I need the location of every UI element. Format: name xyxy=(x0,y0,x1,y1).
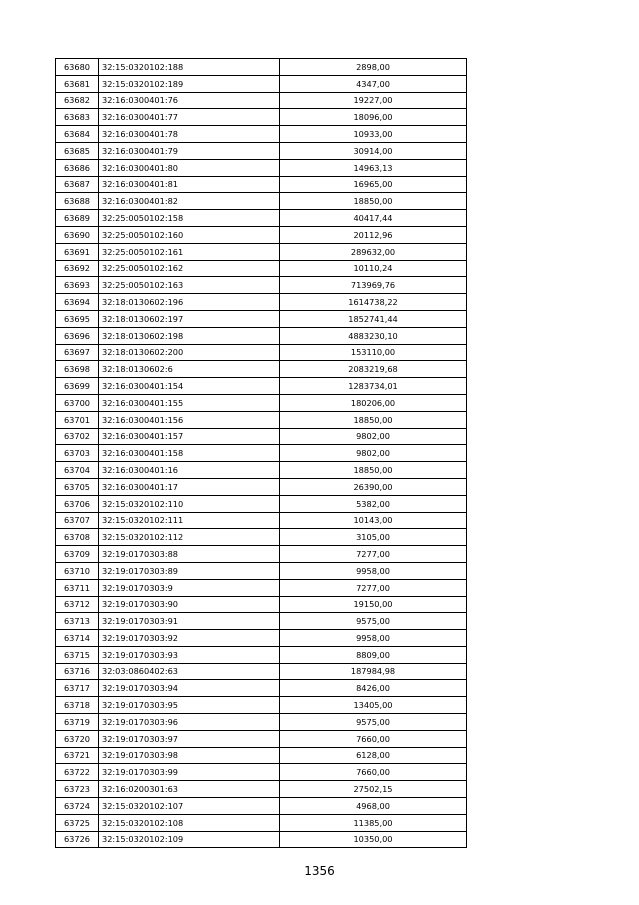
cadastral-number-cell: 32:18:0130602:200 xyxy=(99,344,280,361)
value-cell: 10110,24 xyxy=(280,260,467,277)
row-number-cell: 63706 xyxy=(56,495,99,512)
value-cell: 1852741,44 xyxy=(280,310,467,327)
cadastral-number-cell: 32:16:0300401:157 xyxy=(99,428,280,445)
table-row xyxy=(56,411,467,428)
table-row xyxy=(56,378,467,395)
row-number-cell: 63717 xyxy=(56,680,99,697)
cadastral-number-cell: 32:15:0320102:111 xyxy=(99,512,280,529)
row-number-cell: 63707 xyxy=(56,512,99,529)
table-row xyxy=(56,75,467,92)
cadastral-number-cell: 32:16:0300401:78 xyxy=(99,126,280,143)
row-number-cell: 63695 xyxy=(56,310,99,327)
table-row xyxy=(56,680,467,697)
value-cell: 7277,00 xyxy=(280,546,467,563)
cadastral-number-cell: 32:16:0300401:156 xyxy=(99,411,280,428)
cadastral-number-cell: 32:03:0860402:63 xyxy=(99,663,280,680)
cadastral-number-cell: 32:15:0320102:110 xyxy=(99,495,280,512)
cadastral-number-cell: 32:19:0170303:90 xyxy=(99,596,280,613)
row-number-cell: 63685 xyxy=(56,142,99,159)
value-cell: 8426,00 xyxy=(280,680,467,697)
cadastral-number-cell: 32:25:0050102:162 xyxy=(99,260,280,277)
cadastral-number-cell: 32:25:0050102:160 xyxy=(99,226,280,243)
value-cell: 26390,00 xyxy=(280,478,467,495)
value-cell: 18850,00 xyxy=(280,411,467,428)
table-row xyxy=(56,277,467,294)
cadastral-number-cell: 32:25:0050102:158 xyxy=(99,210,280,227)
value-cell: 10350,00 xyxy=(280,831,467,848)
value-cell: 9958,00 xyxy=(280,630,467,647)
value-cell: 9958,00 xyxy=(280,562,467,579)
value-cell: 9575,00 xyxy=(280,613,467,630)
table-row xyxy=(56,109,467,126)
table-body xyxy=(56,59,467,848)
value-cell: 19150,00 xyxy=(280,596,467,613)
cadastral-number-cell: 32:15:0320102:189 xyxy=(99,75,280,92)
table-row xyxy=(56,310,467,327)
value-cell: 3105,00 xyxy=(280,529,467,546)
value-cell: 180206,00 xyxy=(280,394,467,411)
value-cell: 18850,00 xyxy=(280,462,467,479)
cadastral-number-cell: 32:16:0300401:155 xyxy=(99,394,280,411)
cadastral-value-table xyxy=(55,58,467,848)
table-row xyxy=(56,176,467,193)
value-cell: 1614738,22 xyxy=(280,294,467,311)
cadastral-number-cell: 32:19:0170303:91 xyxy=(99,613,280,630)
row-number-cell: 63696 xyxy=(56,327,99,344)
table-row xyxy=(56,428,467,445)
cadastral-number-cell: 32:15:0320102:188 xyxy=(99,59,280,76)
cadastral-number-cell: 32:15:0320102:108 xyxy=(99,814,280,831)
value-cell: 8809,00 xyxy=(280,646,467,663)
cadastral-number-cell: 32:25:0050102:163 xyxy=(99,277,280,294)
value-cell: 14963,13 xyxy=(280,159,467,176)
cadastral-number-cell: 32:19:0170303:94 xyxy=(99,680,280,697)
cadastral-number-cell: 32:15:0320102:107 xyxy=(99,798,280,815)
row-number-cell: 63704 xyxy=(56,462,99,479)
row-number-cell: 63720 xyxy=(56,730,99,747)
table-row xyxy=(56,226,467,243)
cadastral-number-cell: 32:16:0300401:81 xyxy=(99,176,280,193)
row-number-cell: 63713 xyxy=(56,613,99,630)
row-number-cell: 63703 xyxy=(56,445,99,462)
cadastral-number-cell: 32:16:0300401:80 xyxy=(99,159,280,176)
value-cell: 7277,00 xyxy=(280,579,467,596)
cadastral-number-cell: 32:16:0300401:77 xyxy=(99,109,280,126)
cadastral-number-cell: 32:19:0170303:96 xyxy=(99,714,280,731)
table-row xyxy=(56,730,467,747)
table-row xyxy=(56,814,467,831)
table-row xyxy=(56,126,467,143)
cadastral-number-cell: 32:16:0200301:63 xyxy=(99,781,280,798)
row-number-cell: 63711 xyxy=(56,579,99,596)
table-row xyxy=(56,495,467,512)
cadastral-number-cell: 32:15:0320102:109 xyxy=(99,831,280,848)
table-row xyxy=(56,512,467,529)
row-number-cell: 63714 xyxy=(56,630,99,647)
row-number-cell: 63688 xyxy=(56,193,99,210)
table-row xyxy=(56,596,467,613)
value-cell: 289632,00 xyxy=(280,243,467,260)
table-row xyxy=(56,714,467,731)
row-number-cell: 63691 xyxy=(56,243,99,260)
row-number-cell: 63725 xyxy=(56,814,99,831)
cadastral-number-cell: 32:19:0170303:98 xyxy=(99,747,280,764)
row-number-cell: 63716 xyxy=(56,663,99,680)
cadastral-number-cell: 32:16:0300401:158 xyxy=(99,445,280,462)
table-row xyxy=(56,344,467,361)
cadastral-number-cell: 32:16:0300401:154 xyxy=(99,378,280,395)
value-cell: 1283734,01 xyxy=(280,378,467,395)
table-row xyxy=(56,462,467,479)
value-cell: 6128,00 xyxy=(280,747,467,764)
value-cell: 11385,00 xyxy=(280,814,467,831)
cadastral-number-cell: 32:19:0170303:93 xyxy=(99,646,280,663)
value-cell: 7660,00 xyxy=(280,730,467,747)
value-cell: 4347,00 xyxy=(280,75,467,92)
row-number-cell: 63701 xyxy=(56,411,99,428)
table-row xyxy=(56,59,467,76)
row-number-cell: 63699 xyxy=(56,378,99,395)
cadastral-number-cell: 32:18:0130602:197 xyxy=(99,310,280,327)
row-number-cell: 63702 xyxy=(56,428,99,445)
cadastral-number-cell: 32:19:0170303:97 xyxy=(99,730,280,747)
table-row xyxy=(56,663,467,680)
table-row xyxy=(56,529,467,546)
value-cell: 153110,00 xyxy=(280,344,467,361)
value-cell: 30914,00 xyxy=(280,142,467,159)
row-number-cell: 63698 xyxy=(56,361,99,378)
row-number-cell: 63726 xyxy=(56,831,99,848)
value-cell: 9575,00 xyxy=(280,714,467,731)
value-cell: 18850,00 xyxy=(280,193,467,210)
row-number-cell: 63693 xyxy=(56,277,99,294)
table-row xyxy=(56,747,467,764)
table-row xyxy=(56,445,467,462)
value-cell: 40417,44 xyxy=(280,210,467,227)
value-cell: 9802,00 xyxy=(280,445,467,462)
row-number-cell: 63722 xyxy=(56,764,99,781)
table-row xyxy=(56,294,467,311)
cadastral-number-cell: 32:15:0320102:112 xyxy=(99,529,280,546)
table-row xyxy=(56,764,467,781)
table-row xyxy=(56,92,467,109)
row-number-cell: 63709 xyxy=(56,546,99,563)
table-row xyxy=(56,260,467,277)
cadastral-number-cell: 32:16:0300401:17 xyxy=(99,478,280,495)
table-row xyxy=(56,697,467,714)
row-number-cell: 63719 xyxy=(56,714,99,731)
cadastral-number-cell: 32:19:0170303:92 xyxy=(99,630,280,647)
row-number-cell: 63700 xyxy=(56,394,99,411)
row-number-cell: 63682 xyxy=(56,92,99,109)
value-cell: 9802,00 xyxy=(280,428,467,445)
table-row xyxy=(56,327,467,344)
cadastral-number-cell: 32:16:0300401:76 xyxy=(99,92,280,109)
row-number-cell: 63686 xyxy=(56,159,99,176)
row-number-cell: 63710 xyxy=(56,562,99,579)
table-row xyxy=(56,562,467,579)
table-row xyxy=(56,613,467,630)
row-number-cell: 63712 xyxy=(56,596,99,613)
cadastral-number-cell: 32:18:0130602:6 xyxy=(99,361,280,378)
row-number-cell: 63723 xyxy=(56,781,99,798)
row-number-cell: 63697 xyxy=(56,344,99,361)
row-number-cell: 63690 xyxy=(56,226,99,243)
table-row xyxy=(56,478,467,495)
value-cell: 2898,00 xyxy=(280,59,467,76)
value-cell: 713969,76 xyxy=(280,277,467,294)
row-number-cell: 63718 xyxy=(56,697,99,714)
row-number-cell: 63721 xyxy=(56,747,99,764)
cadastral-number-cell: 32:19:0170303:88 xyxy=(99,546,280,563)
table-row xyxy=(56,646,467,663)
row-number-cell: 63689 xyxy=(56,210,99,227)
cadastral-number-cell: 32:19:0170303:89 xyxy=(99,562,280,579)
value-cell: 16965,00 xyxy=(280,176,467,193)
cadastral-number-cell: 32:19:0170303:95 xyxy=(99,697,280,714)
table-row xyxy=(56,394,467,411)
table-row xyxy=(56,630,467,647)
value-cell: 10933,00 xyxy=(280,126,467,143)
value-cell: 20112,96 xyxy=(280,226,467,243)
value-cell: 27502,15 xyxy=(280,781,467,798)
table-row xyxy=(56,142,467,159)
table-row xyxy=(56,361,467,378)
row-number-cell: 63692 xyxy=(56,260,99,277)
cadastral-number-cell: 32:16:0300401:82 xyxy=(99,193,280,210)
value-cell: 7660,00 xyxy=(280,764,467,781)
value-cell: 19227,00 xyxy=(280,92,467,109)
cadastral-number-cell: 32:18:0130602:198 xyxy=(99,327,280,344)
page-number: 1356 xyxy=(304,864,335,878)
cadastral-number-cell: 32:25:0050102:161 xyxy=(99,243,280,260)
table-row xyxy=(56,193,467,210)
row-number-cell: 63680 xyxy=(56,59,99,76)
row-number-cell: 63724 xyxy=(56,798,99,815)
table-row xyxy=(56,831,467,848)
value-cell: 2083219,68 xyxy=(280,361,467,378)
cadastral-number-cell: 32:16:0300401:16 xyxy=(99,462,280,479)
table-row xyxy=(56,781,467,798)
row-number-cell: 63705 xyxy=(56,478,99,495)
value-cell: 187984,98 xyxy=(280,663,467,680)
table-row xyxy=(56,546,467,563)
row-number-cell: 63681 xyxy=(56,75,99,92)
value-cell: 4968,00 xyxy=(280,798,467,815)
table-row xyxy=(56,210,467,227)
row-number-cell: 63715 xyxy=(56,646,99,663)
value-cell: 18096,00 xyxy=(280,109,467,126)
row-number-cell: 63708 xyxy=(56,529,99,546)
table-row xyxy=(56,243,467,260)
cadastral-number-cell: 32:19:0170303:9 xyxy=(99,579,280,596)
row-number-cell: 63683 xyxy=(56,109,99,126)
cadastral-number-cell: 32:18:0130602:196 xyxy=(99,294,280,311)
value-cell: 4883230,10 xyxy=(280,327,467,344)
value-cell: 13405,00 xyxy=(280,697,467,714)
value-cell: 5382,00 xyxy=(280,495,467,512)
row-number-cell: 63694 xyxy=(56,294,99,311)
table-row xyxy=(56,159,467,176)
cadastral-number-cell: 32:16:0300401:79 xyxy=(99,142,280,159)
row-number-cell: 63684 xyxy=(56,126,99,143)
row-number-cell: 63687 xyxy=(56,176,99,193)
table-row xyxy=(56,798,467,815)
table-row xyxy=(56,579,467,596)
cadastral-number-cell: 32:19:0170303:99 xyxy=(99,764,280,781)
value-cell: 10143,00 xyxy=(280,512,467,529)
